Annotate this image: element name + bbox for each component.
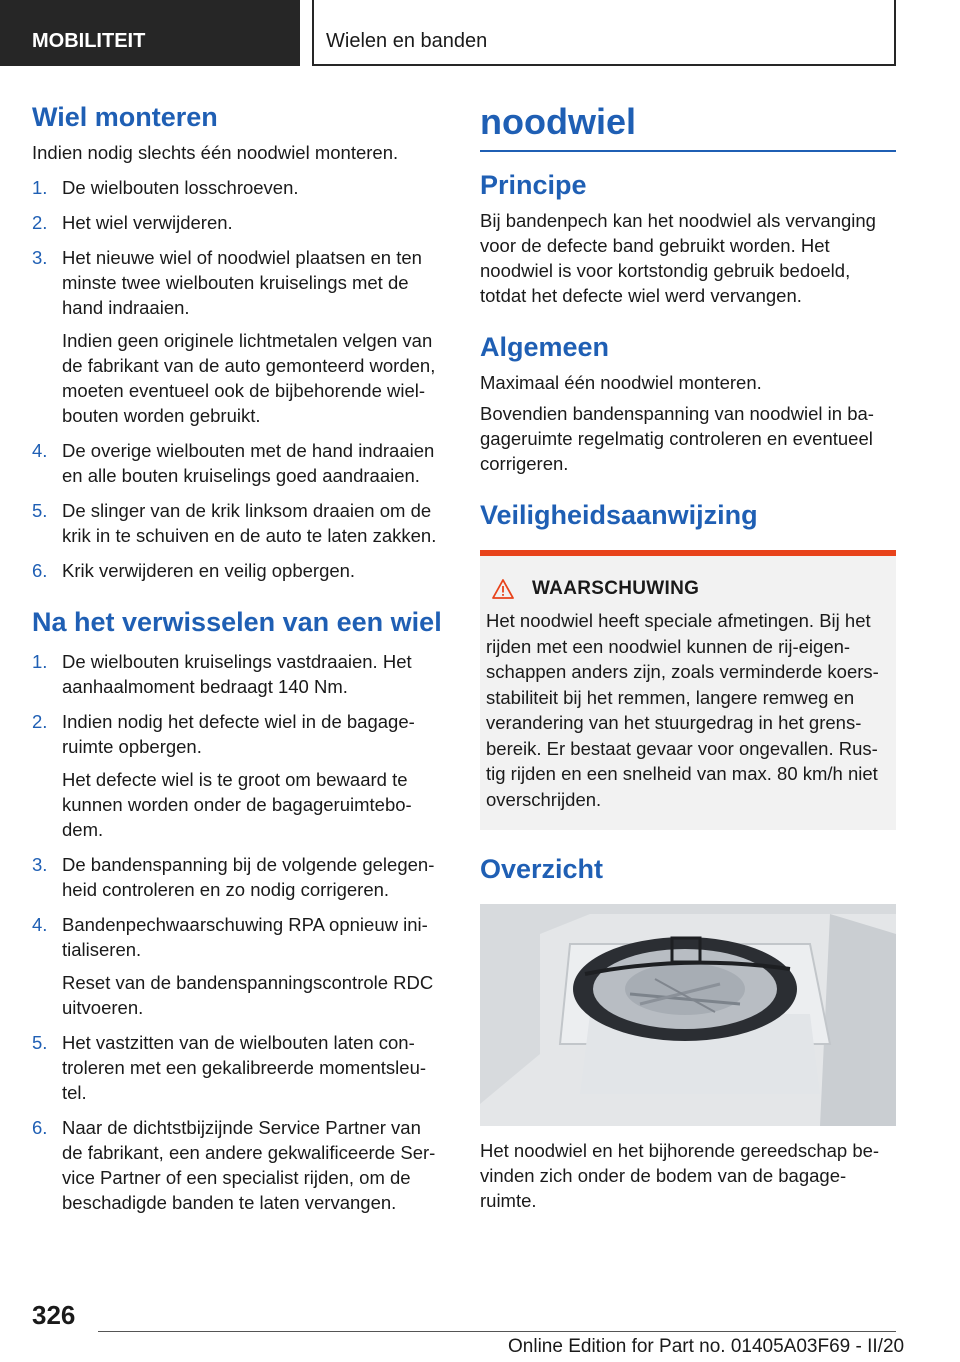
principe-text: Bij bandenpech kan het noodwiel als vervanging voor de defecte band gebruikt worden. Het noodwiel is voor kortstondig gebruik bedoeld, totdat het defecte wiel werd vervangen. bbox=[480, 210, 876, 306]
heading-na-verwisselen: Na het verwisselen van een wiel bbox=[32, 607, 442, 637]
list-item: 6. Naar de dichtstbijzijnde Service Partner van de fabrikant, een andere gekwalificeerde Ser-vice Partner of een specialist rijden, om de beschadigde banden te laten vervangen. bbox=[32, 1117, 436, 1213]
right-column bbox=[480, 100, 896, 1213]
list-item: 3. Het nieuwe wiel of noodwiel plaatsen en ten minste twee wielbouten kruiselings met de hand indraaien. Indien geen originele lichtmetalen velgen van de fabrikant van de auto gemonteerd worden, moeten eventueel ook de bijbehorende wiel-bouten worden gebruikt. bbox=[32, 245, 446, 428]
list-item: 6. Krik verwijderen en veilig opbergen. bbox=[32, 560, 356, 581]
list-item: 4. Bandenpechwaarschuwing RPA opnieuw ini-tialiseren. Reset van de bandenspanningscontrole RDC uitvoeren. bbox=[32, 912, 446, 1020]
heading-algemeen: Algemeen bbox=[480, 332, 610, 362]
header-chapter-title: Wielen en banden bbox=[312, 0, 896, 66]
list-item-note: Reset van de bandenspanningscontrole RDC uitvoeren. bbox=[62, 972, 434, 1018]
warning-box bbox=[480, 550, 896, 830]
header-section-label: MOBILITEIT bbox=[0, 0, 300, 66]
algemeen-text-2: Bovendien bandenspanning van noodwiel in ba-gageruimte regelmatig controleren en eventueel corrigeren. bbox=[480, 403, 874, 474]
page-number: 326 bbox=[32, 1300, 76, 1330]
wiel-monteren-steps bbox=[32, 175, 446, 583]
wiel-monteren-intro: Indien nodig slechts één noodwiel monteren. bbox=[32, 142, 399, 163]
list-item: 2. Indien nodig het defecte wiel in de bagage-ruimte opbergen. Het defecte wiel is te groot om bewaard te kunnen worden onder de bagageruimtebo-dem. bbox=[32, 709, 446, 842]
list-item: 5. Het vastzitten van de wielbouten laten con-troleren met een gekalibreerde momentsleu-tel. bbox=[32, 1032, 427, 1103]
list-item: 5. De slinger van de krik linksom draaien om de krik in te schuiven en de auto te laten zakken. bbox=[32, 500, 437, 546]
spare-wheel-illustration bbox=[480, 904, 896, 1126]
list-item: 1. De wielbouten kruiselings vastdraaien. Het aanhaalmoment bedraagt 140 Nm. bbox=[32, 651, 412, 697]
list-item: 3. De bandenspanning bij de volgende gelegen-heid controleren en zo nodig corrigeren. bbox=[32, 854, 435, 900]
footer-edition: Online Edition for Part no. 01405A03F69 - II/20 bbox=[508, 1336, 905, 1357]
heading-wiel-monteren: Wiel monteren bbox=[32, 102, 218, 132]
heading-overzicht: Overzicht bbox=[480, 854, 604, 884]
list-item-note: Indien geen originele lichtmetalen velgen van de fabrikant van de auto gemonteerd worden, moeten eventueel ook de bijbehorende wiel-bouten worden gebruikt. bbox=[62, 330, 436, 426]
footer-divider bbox=[98, 1331, 896, 1332]
list-item: 2. Het wiel verwijderen. bbox=[32, 212, 233, 233]
heading-divider bbox=[480, 150, 896, 152]
heading-noodwiel: noodwiel bbox=[480, 101, 636, 142]
list-item: 1. De wielbouten losschroeven. bbox=[32, 177, 299, 198]
warning-label: WAARSCHUWING bbox=[532, 578, 700, 599]
algemeen-text-1: Maximaal één noodwiel monteren. bbox=[480, 372, 762, 393]
heading-principe: Principe bbox=[480, 170, 587, 200]
warning-header bbox=[480, 556, 896, 600]
warning-text: Het noodwiel heeft speciale afmetingen. Bij het rijden met een noodwiel kunnen de rij-eigen-schappen anders zijn, zoals verminderde koers-stabiliteit bij het remmen, langere remweg en verandering van het stuurgedrag in het grens-bereik. Er bestaat gevaar voor ongevallen. Rus-tig rijden en een snelheid van max. 80 km/h niet overschrijden. bbox=[486, 610, 879, 810]
warning-triangle-icon bbox=[492, 579, 514, 599]
na-verwisselen-steps bbox=[32, 649, 446, 1215]
left-column bbox=[32, 100, 446, 1225]
page-header bbox=[0, 0, 960, 66]
list-item-note: Het defecte wiel is te groot om bewaard te kunnen worden onder de bagageruimtebo-dem. bbox=[62, 769, 412, 840]
heading-veiligheidsaanwijzing: Veiligheidsaanwijzing bbox=[480, 500, 758, 530]
list-item: 4. De overige wielbouten met de hand indraaien en alle bouten kruiselings goed aandraaien. bbox=[32, 440, 435, 486]
figure-caption: Het noodwiel en het bijhorende gereedschap be-vinden zich onder de bodem van de bagage-ruimte. bbox=[480, 1140, 880, 1211]
spare-wheel-figure bbox=[480, 904, 896, 1126]
